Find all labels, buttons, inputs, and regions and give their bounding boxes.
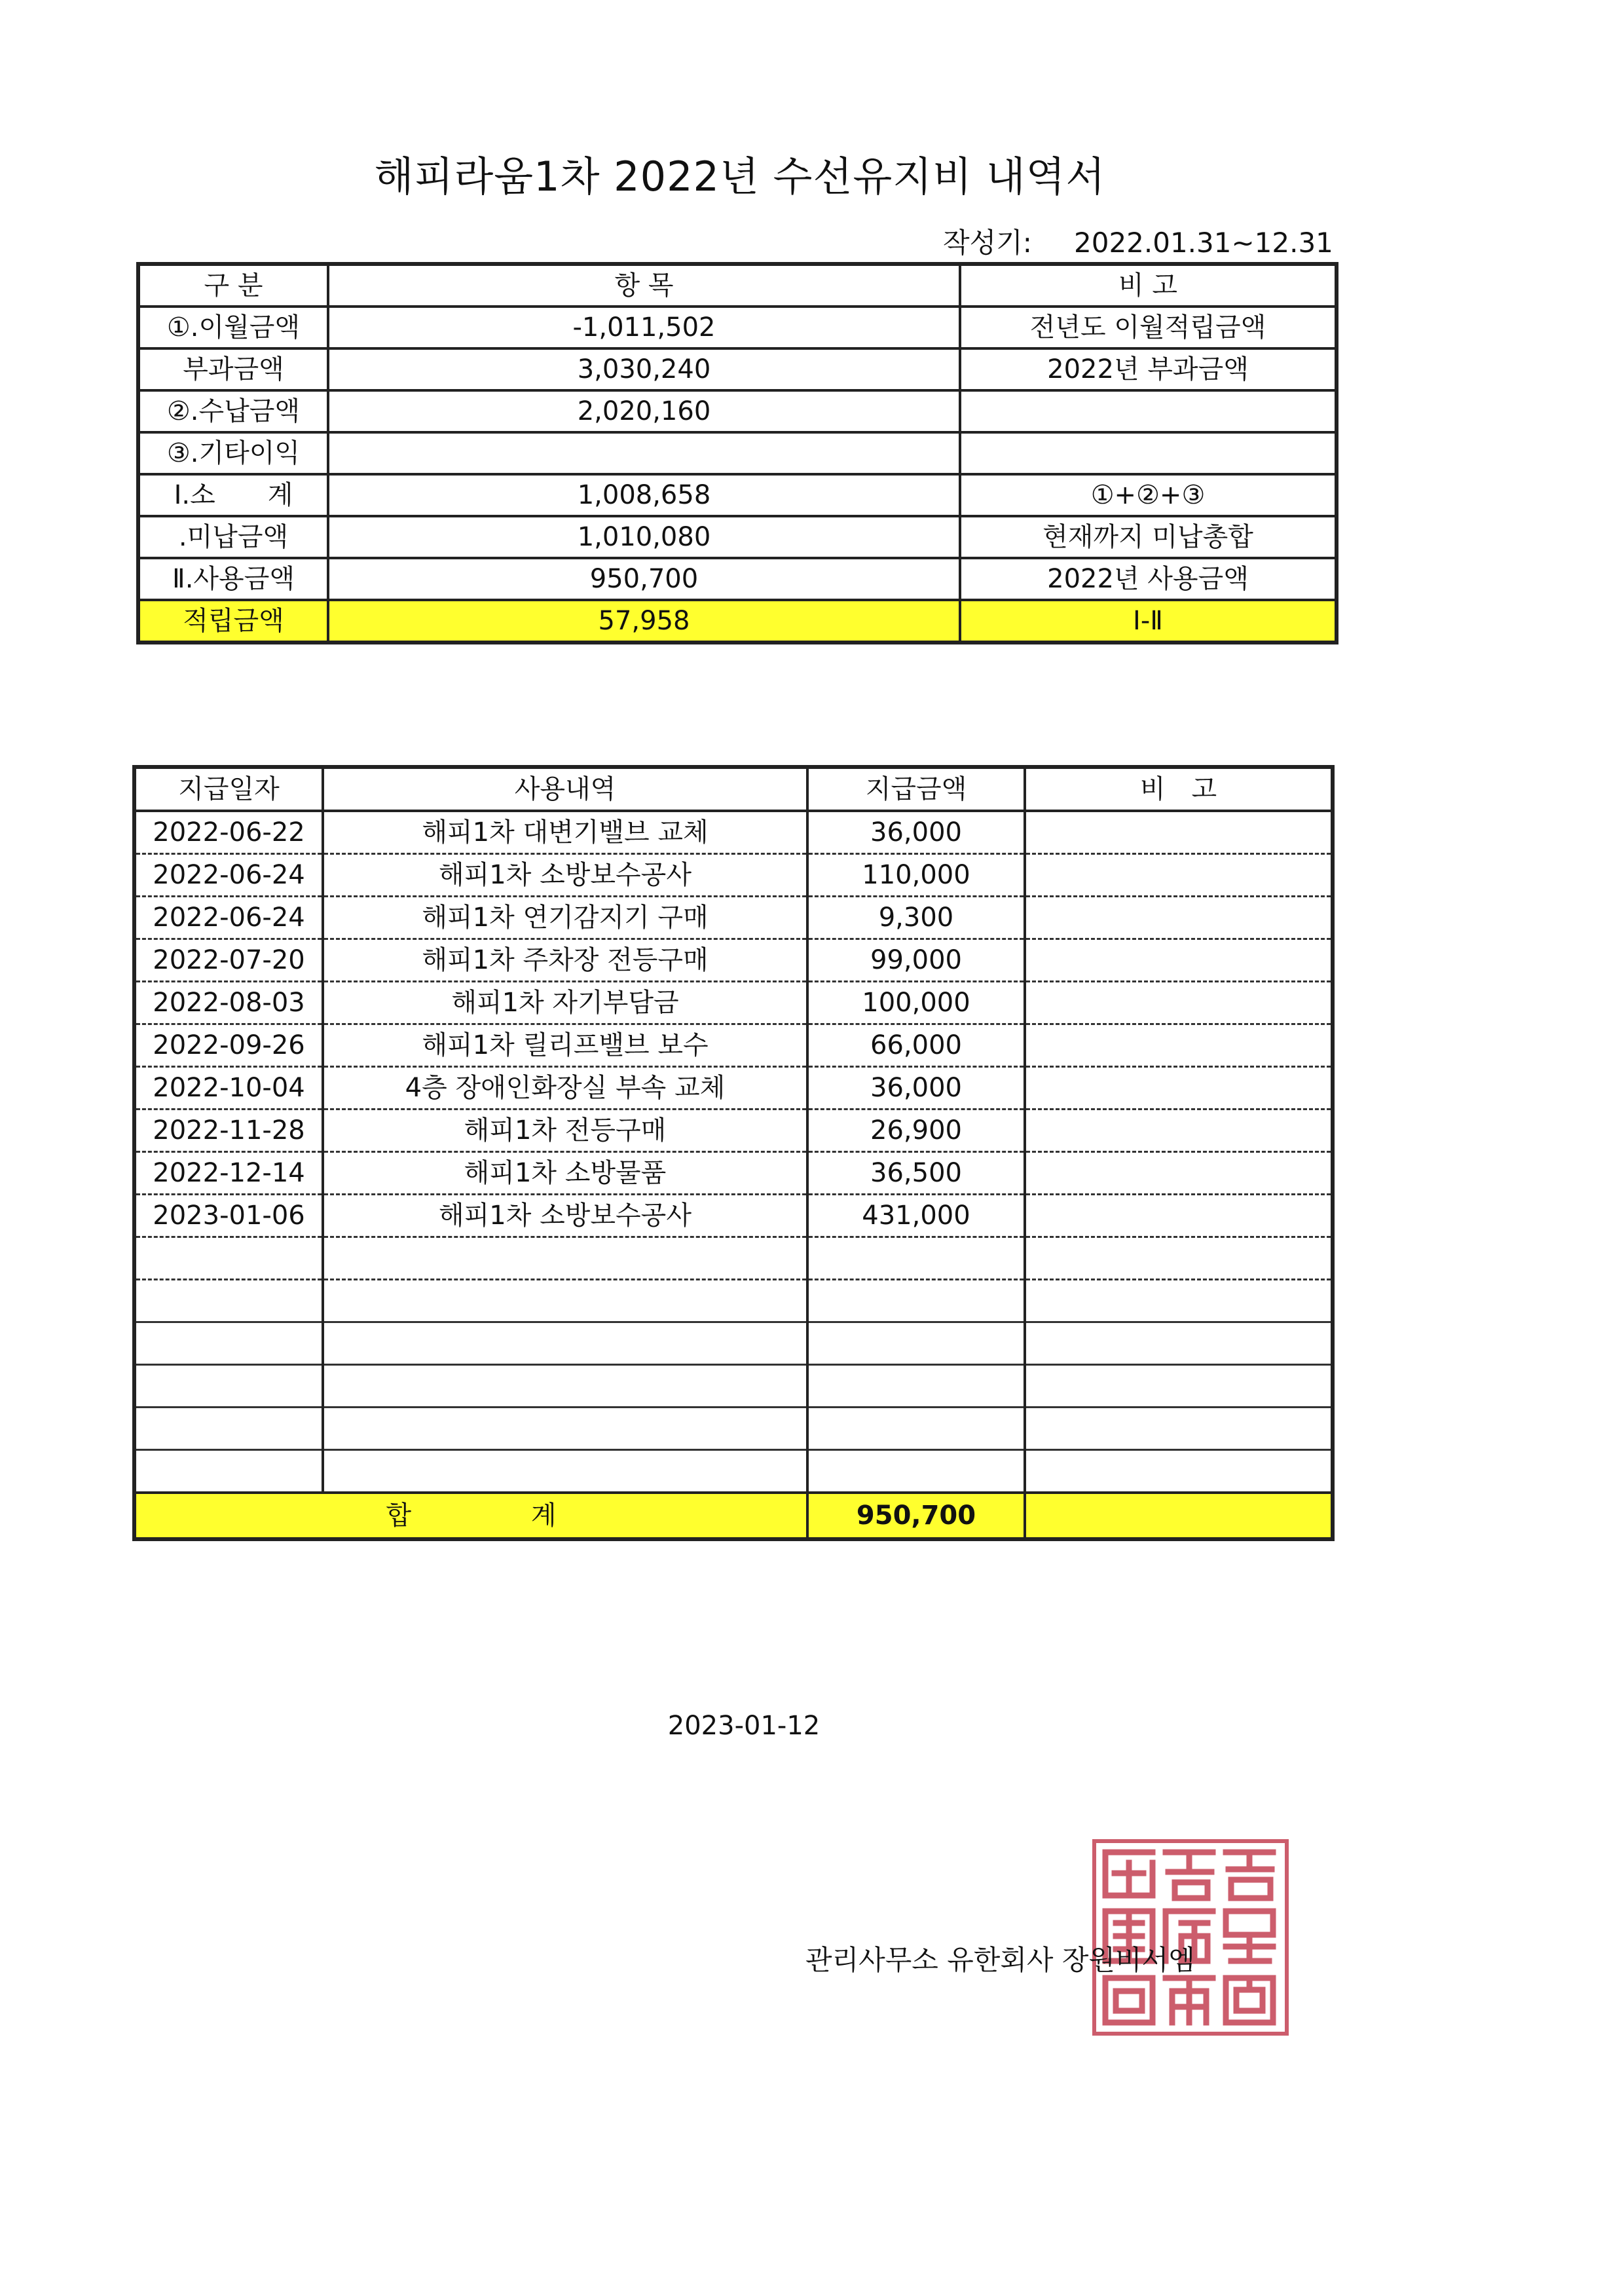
summary-header-row <box>138 264 1337 307</box>
payment-desc: 해피1차 대변기밸브 교체 <box>323 811 807 854</box>
empty-cell <box>134 1450 323 1493</box>
empty-row <box>134 1322 1333 1365</box>
payment-note <box>1025 939 1333 982</box>
empty-cell <box>134 1322 323 1365</box>
empty-cell <box>134 1365 323 1408</box>
summary-amount: 57,958 <box>328 600 960 643</box>
summary-note <box>960 390 1337 432</box>
table-row <box>134 811 1333 854</box>
empty-cell <box>807 1450 1025 1493</box>
official-seal-stamp <box>1092 1839 1289 2036</box>
document-title: 해피라움1차 2022년 수선유지비 내역서 <box>374 153 1106 200</box>
payments-header-note: 비 고 <box>1025 767 1333 811</box>
summary-row-other-income <box>138 432 1337 474</box>
summary-table <box>136 262 1338 644</box>
summary-header-item: 항 목 <box>328 264 960 307</box>
summary-amount: 1,008,658 <box>328 474 960 516</box>
payment-amount: 110,000 <box>807 854 1025 897</box>
summary-label: 적립금액 <box>138 600 328 643</box>
period-value: 2022.01.31~12.31 <box>1074 227 1333 259</box>
table-row <box>134 1195 1333 1237</box>
summary-label: Ⅱ.사용금액 <box>138 558 328 600</box>
payment-date: 2022-11-28 <box>134 1110 323 1152</box>
payments-total-label: 합 계 <box>134 1493 807 1539</box>
payment-amount: 431,000 <box>807 1195 1025 1237</box>
summary-row-subtotal <box>138 474 1337 516</box>
payments-header-amount: 지급금액 <box>807 767 1025 811</box>
empty-cell <box>1025 1450 1333 1493</box>
payment-note <box>1025 897 1333 939</box>
period-label: 작성기: <box>943 227 1032 259</box>
empty-row <box>134 1408 1333 1450</box>
footer-date: 2023-01-12 <box>667 1711 821 1741</box>
office-name: 관리사무소 유한회사 장원비서엠 <box>805 1944 1195 1976</box>
summary-label: ①.이월금액 <box>138 307 328 348</box>
payment-amount: 36,500 <box>807 1152 1025 1195</box>
payment-date: 2022-07-20 <box>134 939 323 982</box>
empty-cell <box>323 1450 807 1493</box>
payment-amount: 36,000 <box>807 811 1025 854</box>
payments-header-row <box>134 767 1333 811</box>
summary-header-category: 구 분 <box>138 264 328 307</box>
empty-row <box>134 1365 1333 1408</box>
payment-amount: 26,900 <box>807 1110 1025 1152</box>
table-row <box>134 897 1333 939</box>
payment-note <box>1025 1024 1333 1067</box>
summary-row-unpaid <box>138 516 1337 558</box>
payment-amount: 66,000 <box>807 1024 1025 1067</box>
summary-amount: -1,011,502 <box>328 307 960 348</box>
table-row <box>134 1067 1333 1110</box>
payment-date: 2022-08-03 <box>134 982 323 1024</box>
summary-note: Ⅰ-Ⅱ <box>960 600 1337 643</box>
period <box>943 221 1333 261</box>
summary-amount <box>328 432 960 474</box>
payment-date: 2022-06-24 <box>134 854 323 897</box>
empty-cell <box>807 1408 1025 1450</box>
payment-desc: 해피1차 릴리프밸브 보수 <box>323 1024 807 1067</box>
empty-cell <box>323 1408 807 1450</box>
summary-note: ①+②+③ <box>960 474 1337 516</box>
payment-desc: 해피1차 소방보수공사 <box>323 1195 807 1237</box>
payment-date: 2022-06-22 <box>134 811 323 854</box>
empty-row <box>134 1280 1333 1322</box>
summary-row-used <box>138 558 1337 600</box>
summary-note: 전년도 이월적립금액 <box>960 307 1337 348</box>
payment-note <box>1025 1195 1333 1237</box>
payment-amount: 100,000 <box>807 982 1025 1024</box>
payment-date: 2022-06-24 <box>134 897 323 939</box>
payment-desc: 4층 장애인화장실 부속 교체 <box>323 1067 807 1110</box>
empty-cell <box>807 1237 1025 1280</box>
payments-total-note <box>1025 1493 1333 1539</box>
payment-desc: 해피1차 소방보수공사 <box>323 854 807 897</box>
empty-cell <box>323 1280 807 1322</box>
summary-note: 현재까지 미납총합 <box>960 516 1337 558</box>
empty-cell <box>134 1408 323 1450</box>
table-row <box>134 982 1333 1024</box>
payment-desc: 해피1차 소방물품 <box>323 1152 807 1195</box>
payments-table <box>132 765 1335 1541</box>
table-row <box>134 939 1333 982</box>
payment-date: 2023-01-06 <box>134 1195 323 1237</box>
summary-note <box>960 432 1337 474</box>
table-row <box>134 1152 1333 1195</box>
empty-cell <box>1025 1365 1333 1408</box>
summary-label: .미납금액 <box>138 516 328 558</box>
payment-desc: 해피1차 전등구매 <box>323 1110 807 1152</box>
empty-cell <box>1025 1408 1333 1450</box>
summary-label: ③.기타이익 <box>138 432 328 474</box>
payments-total-amount: 950,700 <box>807 1493 1025 1539</box>
payment-note <box>1025 854 1333 897</box>
summary-note: 2022년 부과금액 <box>960 348 1337 390</box>
empty-cell <box>134 1280 323 1322</box>
summary-amount: 3,030,240 <box>328 348 960 390</box>
payment-amount: 36,000 <box>807 1067 1025 1110</box>
empty-cell <box>807 1365 1025 1408</box>
payment-note <box>1025 811 1333 854</box>
table-row <box>134 854 1333 897</box>
summary-label: ②.수납금액 <box>138 390 328 432</box>
table-row <box>134 1024 1333 1067</box>
summary-row-collected <box>138 390 1337 432</box>
summary-amount: 2,020,160 <box>328 390 960 432</box>
payment-desc: 해피1차 연기감지기 구매 <box>323 897 807 939</box>
payment-date: 2022-10-04 <box>134 1067 323 1110</box>
payments-header-date: 지급일자 <box>134 767 323 811</box>
summary-row-levied <box>138 348 1337 390</box>
summary-amount: 950,700 <box>328 558 960 600</box>
payment-desc: 해피1차 자기부담금 <box>323 982 807 1024</box>
payment-date: 2022-09-26 <box>134 1024 323 1067</box>
payment-desc: 해피1차 주차장 전등구매 <box>323 939 807 982</box>
summary-label: 부과금액 <box>138 348 328 390</box>
summary-note: 2022년 사용금액 <box>960 558 1337 600</box>
payment-note <box>1025 1067 1333 1110</box>
payment-note <box>1025 982 1333 1024</box>
empty-cell <box>323 1237 807 1280</box>
empty-cell <box>134 1237 323 1280</box>
payments-header-desc: 사용내역 <box>323 767 807 811</box>
summary-label: Ⅰ.소 계 <box>138 474 328 516</box>
empty-cell <box>1025 1237 1333 1280</box>
payment-amount: 9,300 <box>807 897 1025 939</box>
summary-header-note: 비 고 <box>960 264 1337 307</box>
empty-cell <box>1025 1322 1333 1365</box>
seal-glyphs <box>1096 1843 1285 2032</box>
empty-row <box>134 1450 1333 1493</box>
table-row <box>134 1110 1333 1152</box>
payment-date: 2022-12-14 <box>134 1152 323 1195</box>
empty-cell <box>323 1365 807 1408</box>
payment-amount: 99,000 <box>807 939 1025 982</box>
payment-note <box>1025 1110 1333 1152</box>
empty-cell <box>807 1280 1025 1322</box>
empty-cell <box>323 1322 807 1365</box>
payments-total-row <box>134 1493 1333 1539</box>
empty-row <box>134 1237 1333 1280</box>
summary-row-carryover <box>138 307 1337 348</box>
summary-row-reserve <box>138 600 1337 643</box>
summary-amount: 1,010,080 <box>328 516 960 558</box>
empty-cell <box>807 1322 1025 1365</box>
payment-note <box>1025 1152 1333 1195</box>
empty-cell <box>1025 1280 1333 1322</box>
